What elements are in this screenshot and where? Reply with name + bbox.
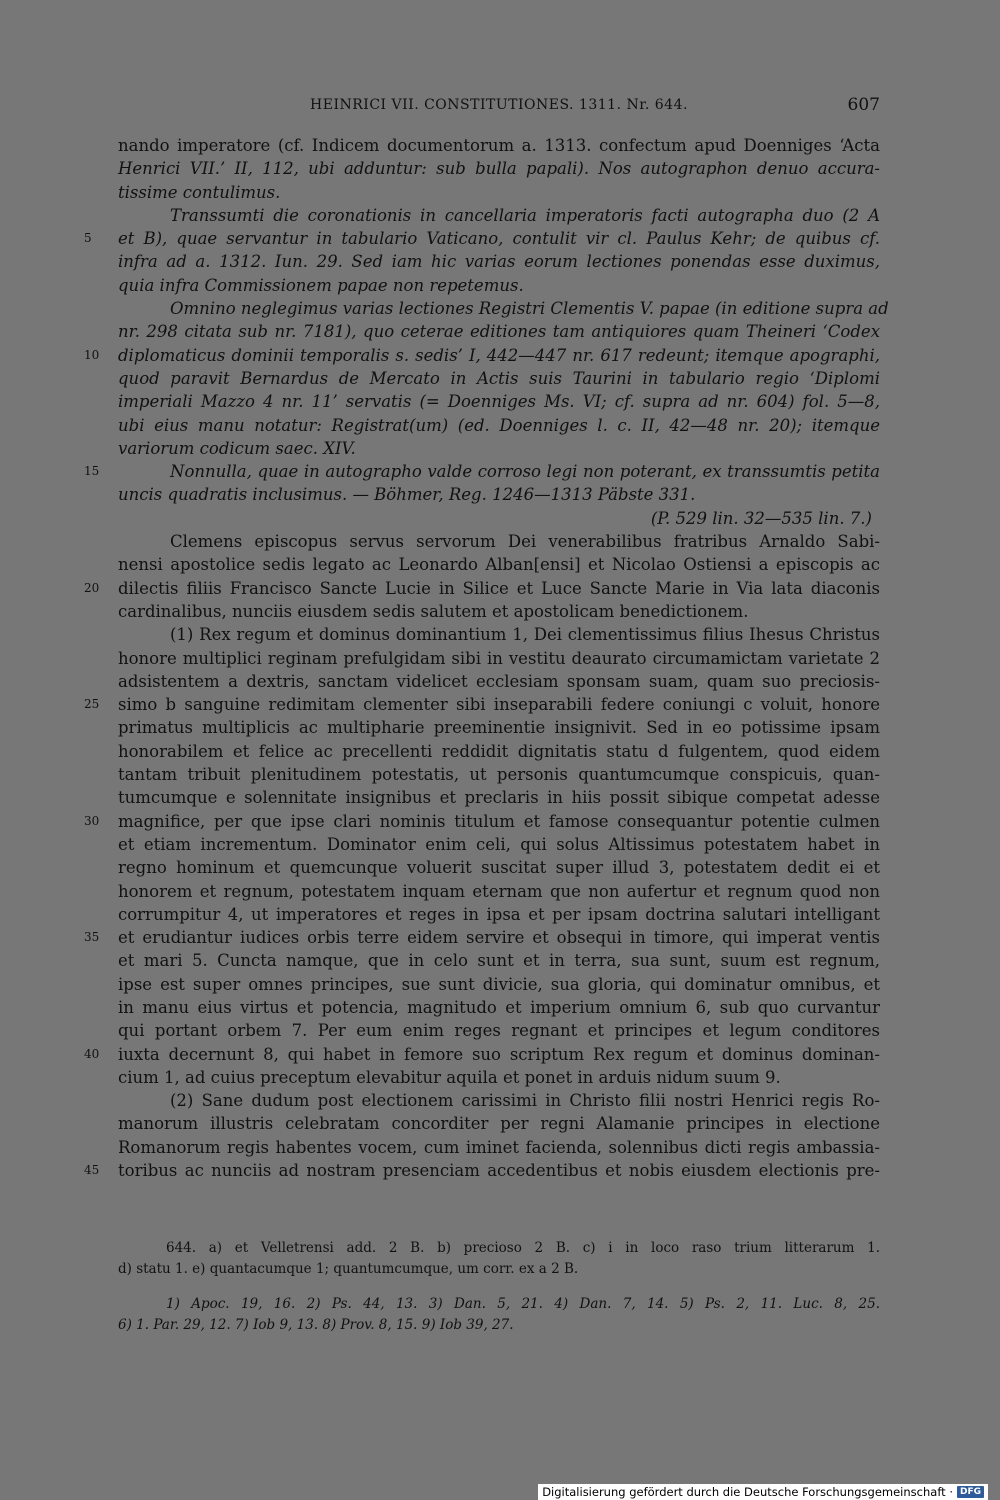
- line-text: cardinalibus, nunciis eiusdem sedis salutem et apostolicam benedictionem.: [118, 601, 749, 621]
- page-header: [118, 97, 880, 121]
- line-text: (2) Sane dudum post electionem carissimi in Christo filii nostri Henrici regis Ro-: [170, 1091, 880, 1111]
- text-line: [118, 647, 880, 670]
- text-line: [118, 949, 880, 972]
- critical-apparatus: [118, 1238, 880, 1280]
- line-text: Omnino neglegimus varias lectiones Registri Clementis V. papae (in editione supra ad: [170, 299, 889, 319]
- text-line: [118, 1066, 880, 1089]
- line-number: 40: [84, 1046, 100, 1061]
- line-text: (1) Rex regum et dominus dominantium 1, Dei clementissimus filius Ihesus Christus: [170, 625, 880, 645]
- line-text: et erudiantur iudices orbis terre eidem servire et obsequi in timore, qui imperat ventis: [118, 928, 880, 948]
- text-line: [84, 693, 880, 716]
- line-text: Transsumti die coronationis in cancellaria imperatoris facti autographa duo (2 A: [170, 205, 880, 225]
- line-text: adsistentem a dextris, sanctam videlicet ecclesiam sponsam suam, quam suo preciosis-: [118, 671, 880, 691]
- text-line: [84, 926, 880, 949]
- reference-note: 6) 1. Par. 29, 12. 7) Iob 9, 13. 8) Prov. 8, 15. 9) Iob 39, 27.: [118, 1317, 514, 1333]
- line-text: manorum illustris celebratam concorditer per regni Alamanie principes in electione: [118, 1114, 880, 1134]
- line-text: variorum codicum saec. XIV.: [118, 438, 356, 458]
- text-line: [84, 577, 880, 600]
- line-text: ipse est super omnes principes, sue sunt divicie, sua gloria, qui dominatur omnibus, et: [118, 974, 880, 994]
- line-text: Romanorum regis habentes vocem, cum iminet facienda, solennibus dicti regis ambassia-: [118, 1137, 880, 1157]
- text-line: [118, 623, 880, 646]
- text-line: [118, 367, 880, 390]
- text-line: [118, 973, 880, 996]
- text-line: [118, 1136, 880, 1159]
- text-line: [118, 670, 880, 693]
- text-line: [118, 1112, 880, 1135]
- line-text: diplomaticus dominii temporalis s. sedis’ I, 442—447 nr. 617 redeunt; itemque apographi,: [118, 345, 880, 365]
- text-line: [118, 390, 880, 413]
- line-text: et mari 5. Cuncta namque, que in celo sunt et in terra, sua sunt, suum est regnum,: [118, 951, 880, 971]
- text-line: [118, 856, 880, 879]
- text-line: [118, 320, 880, 343]
- line-text: quia infra Commissionem papae non repetemus.: [118, 275, 524, 295]
- line-text: toribus ac nunciis ad nostram presenciam accedentibus et nobis eiusdem electionis pre-: [118, 1161, 880, 1181]
- line-text: dilectis filiis Francisco Sancte Lucie in Silice et Luce Sancte Marie in Via lata diaconis: [118, 578, 880, 598]
- body-text: [84, 134, 889, 1182]
- line-number: 5: [84, 231, 92, 246]
- text-line: [118, 274, 880, 297]
- funding-text: Digitalisierung gefördert durch die Deutsche Forschungsgemeinschaft ·: [542, 1485, 953, 1499]
- text-line: [84, 1159, 880, 1182]
- line-text: iuxta decernunt 8, qui habet in femore suo scriptum Rex regum et dominus dominan-: [118, 1044, 880, 1064]
- text-line: [84, 227, 880, 250]
- text-line: [118, 181, 880, 204]
- text-line: [84, 344, 880, 367]
- line-text: uncis quadratis inclusimus. — Böhmer, Reg. 1246—1313 Päbste 331.: [118, 485, 696, 505]
- text-line: [84, 1043, 880, 1066]
- line-text: corrumpitur 4, ut imperatores et reges in ipsa et per ipsam doctrina salutari intelligant: [118, 904, 880, 924]
- line-text: nensi apostolice sedis legato ac Leonardo Alban[ensi] et Nicolao Ostiensi a episcopis ac: [118, 555, 880, 575]
- line-text: Henrici VII.’ II, 112, ubi adduntur: sub bulla papali). Nos autographon denuo accura-: [118, 159, 880, 179]
- text-line: [118, 507, 880, 530]
- line-text: qui portant orbem 7. Per eum enim reges regnant et principes et legum conditores: [118, 1021, 880, 1041]
- line-text: magnifice, per que ipse clari nominis titulum et famose consequantur potentie culmen: [118, 811, 880, 831]
- text-line: [118, 530, 880, 553]
- running-head: HEINRICI VII. CONSTITUTIONES. 1311. Nr. 644.: [310, 97, 688, 113]
- text-line: [118, 833, 880, 856]
- text-line: [118, 600, 880, 623]
- text-line: [118, 157, 880, 180]
- line-number: 10: [84, 347, 100, 362]
- text-line: [84, 810, 880, 833]
- text-line: [118, 250, 880, 273]
- text-line: [118, 297, 889, 320]
- line-text: et etiam incrementum. Dominator enim celi, qui solus Altissimus potestatem habet in: [118, 834, 880, 854]
- line-number: 15: [84, 464, 100, 479]
- line-text: infra ad a. 1312. Iun. 29. Sed iam hic varias eorum lectiones ponendas esse duximus,: [118, 252, 880, 272]
- text-line: [118, 483, 880, 506]
- line-text: tissime contulimus.: [118, 182, 281, 202]
- line-text: honorabilem et felice ac precellenti reddidit dignitatis statu d fulgentem, quod eidem: [118, 741, 880, 761]
- line-text: cium 1, ad cuius preceptum elevabitur aquila et ponet in arduis nidum suum 9.: [118, 1067, 781, 1087]
- line-text: tumcumque e solennitate insignibus et preclaris in hiis possit sibique competat adesse: [118, 788, 880, 808]
- text-line: [118, 553, 880, 576]
- line-text: honore multiplici reginam prefulgidam sibi in vestitu deaurato circumamictam varietate 2: [118, 648, 880, 668]
- line-text: (P. 529 lin. 32—535 lin. 7.): [650, 508, 872, 528]
- text-line: [118, 880, 880, 903]
- apparatus-note: 644. a) et Velletrensi add. 2 B. b) precioso 2 B. c) i in loco raso trium litterarum 1.: [166, 1240, 880, 1256]
- line-text: honorem et regnum, potestatem inquam eternam que non aufertur et regnum quod non: [118, 881, 880, 901]
- text-line: [118, 786, 880, 809]
- apparatus-note: d) statu 1. e) quantacumque 1; quantumcumque, um corr. ex a 2 B.: [118, 1261, 579, 1277]
- text-line: [84, 460, 880, 483]
- line-number: 35: [84, 930, 100, 945]
- line-text: tantam tribuit plenitudinem potestatis, ut personis quantumcumque conspicuis, quan-: [118, 765, 880, 785]
- text-line: [118, 740, 880, 763]
- text-line: [118, 996, 880, 1019]
- line-text: Nonnulla, quae in autographo valde corroso legi non poterant, ex transsumtis petita: [170, 462, 880, 482]
- line-text: imperiali Mazzo 4 nr. 11’ servatis (= Doenniges Ms. VI; cf. supra ad nr. 604) fol. 5—8,: [118, 392, 880, 412]
- source-references: [118, 1294, 880, 1336]
- text-line: [118, 414, 880, 437]
- line-text: nr. 298 citata sub nr. 7181), quo ceterae editiones tam antiquiores quam Theineri ‘Codex: [118, 322, 880, 342]
- page-number: 607: [847, 95, 880, 115]
- line-text: primatus multiplicis ac multipharie preeminentie insignivit. Sed in eo potissime ipsam: [118, 718, 880, 738]
- line-text: regno hominum et quemcunque voluerit suscitat super illud 3, potestatem dedit ei et: [118, 858, 880, 878]
- line-number: 45: [84, 1163, 100, 1178]
- line-text: nando imperatore (cf. Indicem documentorum a. 1313. confectum apud Doenniges ‘Acta: [118, 136, 880, 155]
- text-line: [118, 204, 880, 227]
- text-line: [118, 763, 880, 786]
- reference-note: 1) Apoc. 19, 16. 2) Ps. 44, 13. 3) Dan. 5, 21. 4) Dan. 7, 14. 5) Ps. 2, 11. Luc. 8, 25.: [166, 1296, 880, 1312]
- text-line: [118, 1019, 880, 1042]
- dfg-logo: DFG: [957, 1486, 984, 1498]
- text-line: [118, 903, 880, 926]
- line-text: quod paravit Bernardus de Mercato in Actis suis Taurini in tabulario regio ‘Diplomi: [118, 368, 880, 388]
- funding-footer: [538, 1484, 988, 1500]
- text-line: [118, 134, 880, 157]
- line-text: simo b sanguine redimitam clementer sibi inseparabili federe coniungi c voluit, honore: [118, 695, 880, 715]
- line-text: ubi eius manu notatur: Registrat(um) (ed. Doenniges l. c. II, 42—48 nr. 20); itemque: [118, 415, 880, 435]
- line-number: 20: [84, 580, 100, 595]
- text-line: [118, 1089, 880, 1112]
- text-line: [118, 716, 880, 739]
- line-number: 25: [84, 697, 100, 712]
- text-line: [118, 437, 880, 460]
- line-text: Clemens episcopus servus servorum Dei venerabilibus fratribus Arnaldo Sabi-: [170, 532, 880, 552]
- line-text: et B), quae servantur in tabulario Vaticano, contulit vir cl. Paulus Kehr; de quibus cf.: [118, 229, 880, 249]
- line-number: 30: [84, 813, 100, 828]
- line-text: in manu eius virtus et potencia, magnitudo et imperium omnium 6, sub quo curvantur: [118, 997, 880, 1017]
